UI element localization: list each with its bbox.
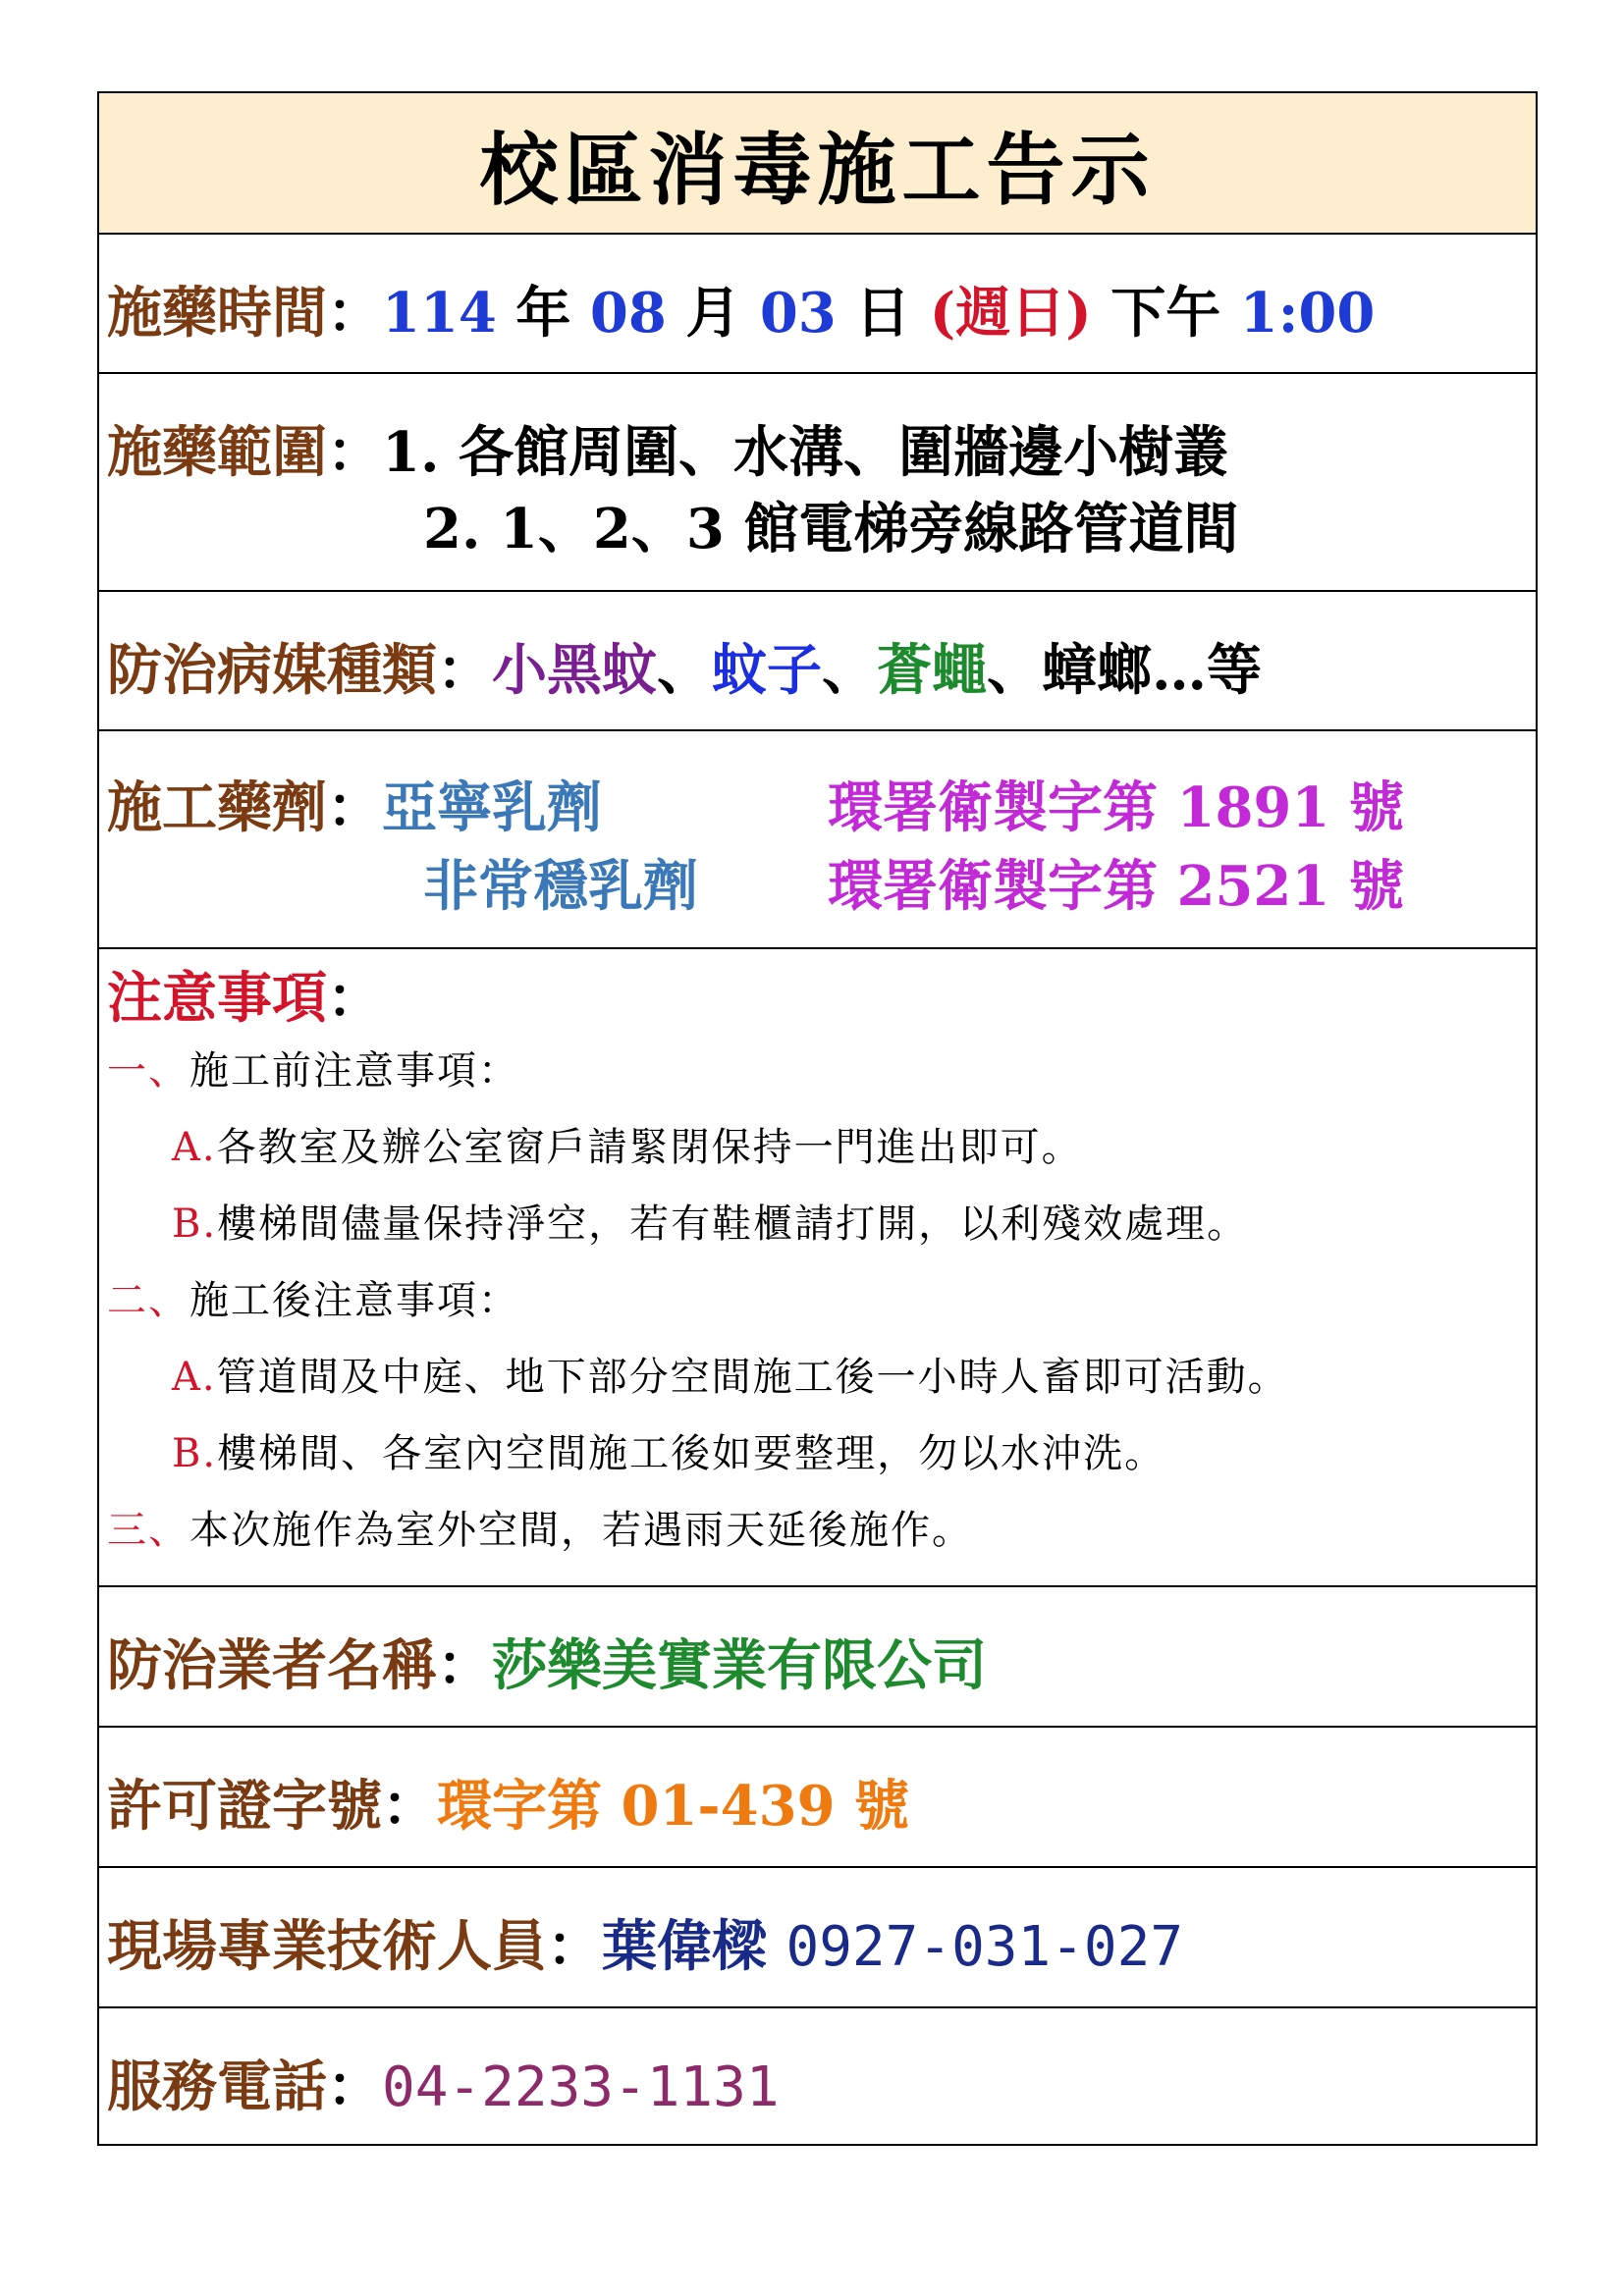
agent-2-reg-line: [828, 843, 1404, 922]
scope-line-1: [107, 409, 1228, 488]
company-line: [107, 1623, 987, 1701]
service-phone-line: [107, 2044, 780, 2122]
technician-name: 葉偉樑: [602, 1914, 767, 1979]
pest-types-label: 防治病媒種類: [107, 638, 437, 703]
license-line: [107, 1763, 909, 1842]
section-number: 二、: [107, 1278, 189, 1323]
clock-value: 1:00: [1239, 281, 1376, 346]
service-phone-label: 服務電話: [107, 2055, 327, 2119]
license-number: 環字第 01-439 號: [437, 1774, 910, 1839]
scope-line-2: [423, 486, 1238, 564]
colon: ：: [327, 775, 382, 840]
page-title: 校區消毒施工告示: [479, 123, 1156, 216]
pest-fly: 蒼蠅: [877, 638, 987, 703]
item-text: 管道間及中庭、地下部分空間施工後一小時人畜即可活動。: [216, 1355, 1289, 1400]
pest-types-line: [107, 627, 1262, 706]
service-phone-row: [99, 2008, 1536, 2148]
agent-line-2: [423, 843, 698, 922]
note-1a: [172, 1116, 1083, 1172]
section-number: 一、: [107, 1048, 189, 1094]
note-section-1: [107, 1040, 519, 1095]
colon: ：: [327, 281, 382, 346]
pest-mosquito: 蚊子: [712, 638, 822, 703]
period-value: 下午: [1110, 281, 1221, 346]
colon: ：: [437, 1633, 492, 1698]
application-time-row: [99, 235, 1536, 374]
pest-cockroach: 蟑螂…等: [1042, 638, 1262, 703]
agent-1-reg-line: [828, 765, 1404, 843]
service-phone-number: 04-2233-1131: [382, 2056, 780, 2119]
company-label: 防治業者名稱: [107, 1633, 437, 1698]
note-1b: [172, 1193, 1248, 1249]
year-unit: 年: [515, 281, 571, 346]
agent-1-registration: 環署衛製字第 1891 號: [828, 775, 1404, 840]
notes-label: 注意事項: [107, 966, 327, 1031]
weekday-value: (週日): [929, 281, 1092, 346]
separator: 、: [987, 638, 1042, 703]
agents-label: 施工藥劑: [107, 775, 327, 840]
license-label: 許可證字號: [107, 1774, 382, 1839]
technician-label: 現場專業技術人員: [107, 1914, 547, 1979]
company-name: 莎樂美實業有限公司: [492, 1633, 987, 1698]
title-row: [99, 93, 1536, 235]
day-value: 03: [759, 281, 837, 346]
item-text: 各教室及辦公室窗戶請緊閉保持一門進出即可。: [216, 1125, 1083, 1170]
separator: 、: [822, 638, 877, 703]
colon: ：: [327, 420, 382, 485]
item-text: 樓梯間、各室內空間施工後如要整理，勿以水沖洗。: [217, 1431, 1166, 1476]
technician-phone: 0927-031-027: [785, 1915, 1184, 1979]
item-letter: B.: [172, 1201, 218, 1247]
colon: ：: [327, 966, 382, 1031]
agent-2-name: 非常穩乳劑: [423, 854, 698, 919]
technician-row: [99, 1868, 1536, 2008]
technician-line: [107, 1903, 1183, 1982]
separator: 、: [657, 638, 712, 703]
application-time-line: [107, 270, 1375, 348]
application-scope-label: 施藥範圍: [107, 420, 327, 485]
month-value: 08: [589, 281, 667, 346]
notes-heading: [107, 955, 382, 1034]
colon: ：: [547, 1914, 602, 1979]
notes-row: [99, 949, 1536, 1587]
license-row: [99, 1728, 1536, 1868]
agents-row: [99, 731, 1536, 949]
colon: ：: [382, 1774, 437, 1839]
month-unit: 月: [685, 281, 741, 346]
scope-item-2: 2. 1、2、3 館電梯旁線路管道間: [423, 497, 1239, 561]
item-letter: A.: [172, 1125, 217, 1170]
note-section-3: [107, 1499, 973, 1555]
section-number: 三、: [107, 1508, 189, 1553]
colon: ：: [437, 638, 492, 703]
note-2a: [172, 1346, 1289, 1402]
section-text: 施工後注意事項：: [189, 1278, 519, 1323]
pest-midge: 小黑蚊: [492, 638, 657, 703]
note-section-2: [107, 1269, 519, 1325]
note-2b: [172, 1422, 1165, 1478]
agent-1-name: 亞寧乳劑: [382, 775, 602, 840]
agent-line-1: [107, 765, 602, 843]
application-time-label: 施藥時間: [107, 281, 327, 346]
section-text: 本次施作為室外空間，若遇雨天延後施作。: [189, 1508, 973, 1553]
notice-board: [97, 91, 1538, 2146]
company-row: [99, 1587, 1536, 1728]
section-text: 施工前注意事項：: [189, 1048, 519, 1094]
year-value: 114: [382, 281, 497, 346]
day-unit: 日: [855, 281, 911, 346]
application-scope-row: [99, 374, 1536, 592]
scope-item-1: 1. 各館周圍、水溝、圍牆邊小樹叢: [382, 420, 1228, 485]
item-letter: A.: [172, 1355, 217, 1400]
colon: ：: [327, 2055, 382, 2119]
agent-2-registration: 環署衛製字第 2521 號: [828, 854, 1404, 919]
item-text: 樓梯間儘量保持淨空，若有鞋櫃請打開，以利殘效處理。: [217, 1201, 1249, 1247]
item-letter: B.: [172, 1431, 218, 1476]
pest-types-row: [99, 592, 1536, 731]
